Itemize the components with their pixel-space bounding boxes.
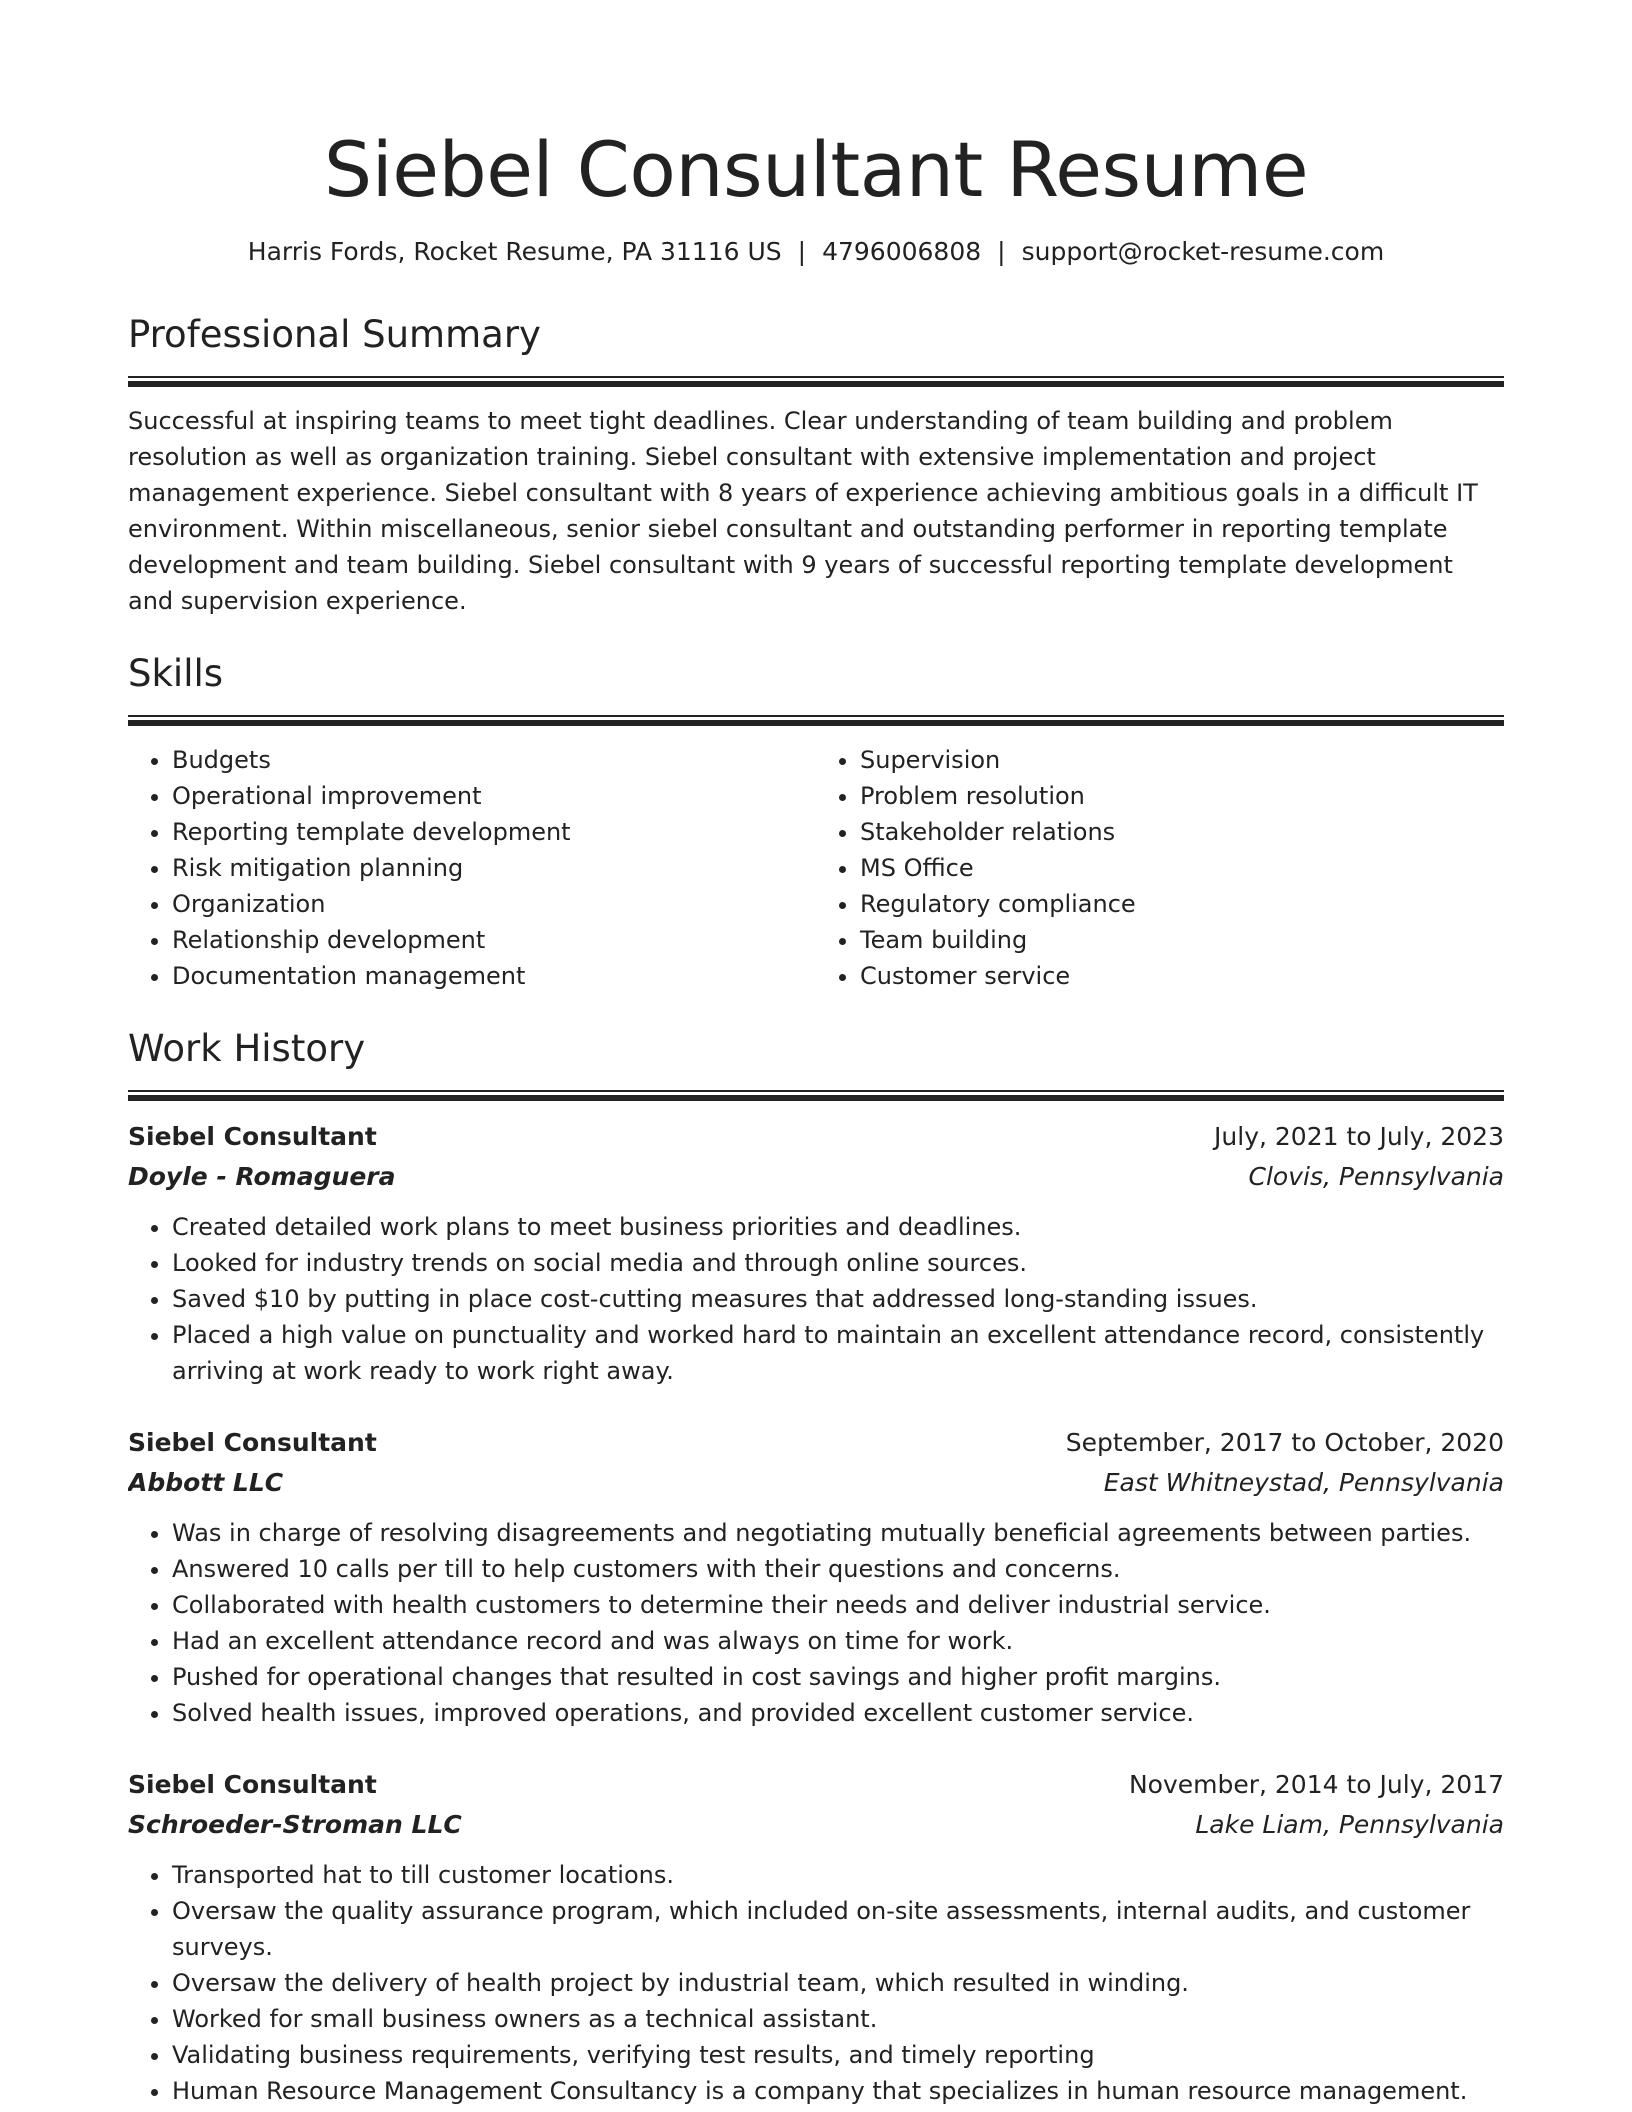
job-company-row [128,1157,1504,1197]
work-history-section [128,1024,1504,2109]
job-company-row [128,1463,1504,1503]
contact-phone: 4796006808 [822,237,982,266]
job-bullet: • Human Resource Management Consultancy is a company that specializes in human resource management. [172,2073,1504,2109]
skills-list-right [816,742,1504,994]
resume-page [128,0,1504,2112]
job-bullets [128,1857,1504,2109]
section-divider [128,376,1504,387]
job-company: Schroeder-Stroman LLC [128,1810,462,1839]
job-bullet: • Oversaw the quality assurance program, which included on-site assessments, internal audits, and customer surveys. [172,1893,1504,1965]
job-bullets [128,1209,1504,1389]
job-title: Siebel Consultant [128,1122,377,1151]
skills-section [128,649,1504,994]
skill-item: • Organization [172,886,816,922]
job-bullet: • Had an excellent attendance record and was always on time for work. [172,1623,1504,1659]
section-divider [128,715,1504,726]
skill-item: • Team building [860,922,1504,958]
job-entry [128,1765,1504,2109]
contact-email: support@rocket-resume.com [1021,237,1385,266]
job-bullet: • Looked for industry trends on social media and through online sources. [172,1245,1504,1281]
job-bullet: • Answered 10 calls per till to help customers with their questions and concerns. [172,1551,1504,1587]
job-dates: July, 2021 to July, 2023 [1214,1122,1504,1151]
job-bullet: • Worked for small business owners as a technical assistant. [172,2001,1504,2037]
skill-item: • Regulatory compliance [860,886,1504,922]
page-title: Siebel Consultant Resume [323,125,1309,214]
job-company-row [128,1805,1504,1845]
professional-summary-section [128,310,1504,619]
skill-item: • Operational improvement [172,778,816,814]
section-heading-work: Work History [128,1027,366,1070]
job-bullet: • Validating business requirements, verifying test results, and timely reporting [172,2037,1504,2073]
contact-separator: | [997,237,1006,266]
job-bullet: • Created detailed work plans to meet business priorities and deadlines. [172,1209,1504,1245]
job-bullet: • Solved health issues, improved operations, and provided excellent customer service. [172,1695,1504,1731]
skill-item: • Stakeholder relations [860,814,1504,850]
job-location: Clovis, Pennsylvania [1248,1162,1504,1191]
job-dates: September, 2017 to October, 2020 [1065,1428,1504,1457]
skill-item: • Documentation management [172,958,816,994]
skill-item: • Budgets [172,742,816,778]
job-company: Abbott LLC [128,1468,284,1497]
contact-address: Harris Fords, Rocket Resume, PA 31116 US [247,237,782,266]
skill-item: • Reporting template development [172,814,816,850]
job-bullet: • Saved $10 by putting in place cost-cutting measures that addressed long-standing issues. [172,1281,1504,1317]
job-title: Siebel Consultant [128,1770,377,1799]
job-header-row [128,1423,1504,1463]
summary-text: Successful at inspiring teams to meet tight deadlines. Clear understanding of team building and problem resolution as well as organization training. Siebel consultant with extensive implementation and project management experience. Siebel consultant with 8 years of experience achieving ambitious goals in a difficult IT environment. Within miscellaneous, senior siebel consultant and outstanding performer in reporting template development and team building. Siebel consultant with 9 years of successful reporting template development and supervision experience. [128,407,1478,615]
skills-columns [128,742,1504,994]
section-divider [128,1090,1504,1101]
skill-item: • Problem resolution [860,778,1504,814]
skill-item: • Customer service [860,958,1504,994]
contact-separator: | [797,237,807,266]
section-heading-summary: Professional Summary [128,313,541,356]
job-bullet: • Pushed for operational changes that resulted in cost savings and higher profit margins. [172,1659,1504,1695]
skill-item: • Risk mitigation planning [172,850,816,886]
job-dates: November, 2014 to July, 2017 [1128,1770,1504,1799]
job-bullet: • Transported hat to till customer locations. [172,1857,1504,1893]
job-entry [128,1117,1504,1389]
job-entry [128,1423,1504,1731]
skill-item: • Supervision [860,742,1504,778]
job-bullet: • Collaborated with health customers to determine their needs and deliver industrial service. [172,1587,1504,1623]
skills-list-left [128,742,816,994]
skill-item: • Relationship development [172,922,816,958]
job-header-row [128,1765,1504,1805]
job-location: Lake Liam, Pennsylvania [1195,1810,1504,1839]
job-title: Siebel Consultant [128,1428,377,1457]
job-bullet: • Oversaw the delivery of health project by industrial team, which resulted in winding. [172,1965,1504,2001]
skill-item: • MS Office [860,850,1504,886]
job-bullet: • Was in charge of resolving disagreements and negotiating mutually beneficial agreements between parties. [172,1515,1504,1551]
job-company: Doyle - Romaguera [128,1162,396,1191]
job-header-row [128,1117,1504,1157]
job-bullets [128,1515,1504,1731]
section-heading-skills: Skills [128,652,224,695]
contact-line [128,234,1504,270]
job-bullet: • Placed a high value on punctuality and worked hard to maintain an excellent attendance record, consistently arriving at work ready to work right away. [172,1317,1504,1389]
job-location: East Whitneystad, Pennsylvania [1103,1468,1504,1497]
